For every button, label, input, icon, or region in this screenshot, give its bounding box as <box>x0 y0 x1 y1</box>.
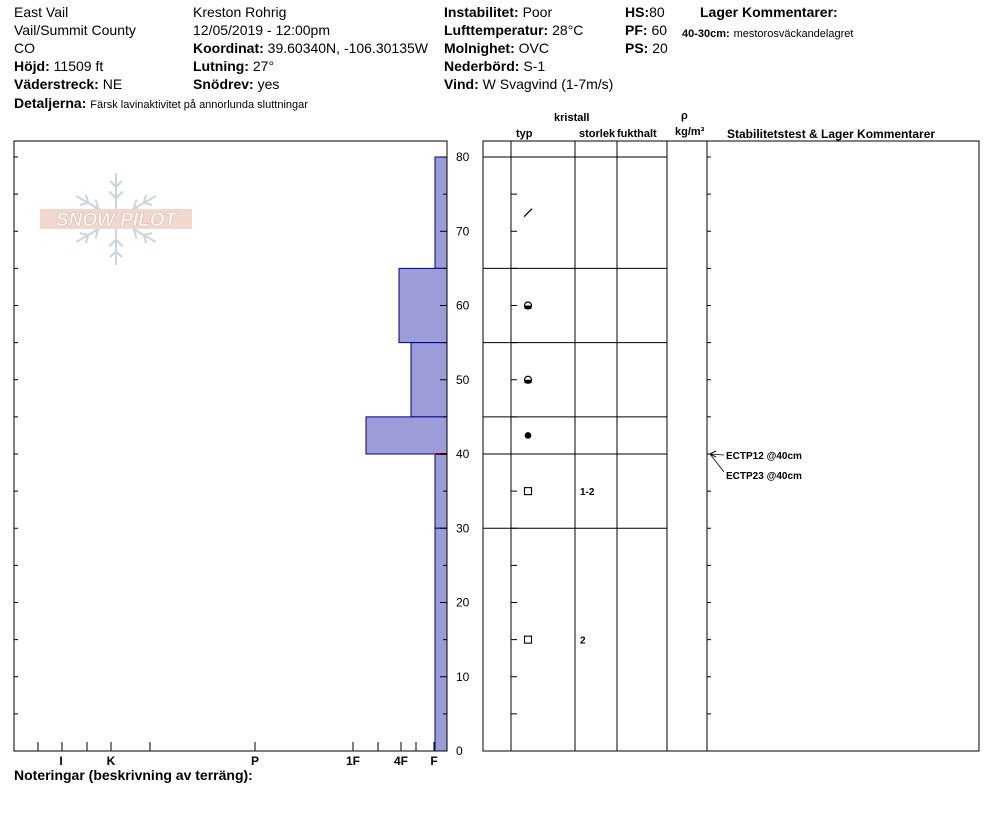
size-header: storlek <box>579 128 616 140</box>
hardness-category-label: F <box>430 754 438 768</box>
hardness-layer <box>435 157 447 268</box>
sky-label: Molnighet: <box>444 40 515 56</box>
region: Vail/Summit County <box>14 22 136 38</box>
logo-text: SNOW PILOT <box>55 210 177 231</box>
moisture-header: fukthalt <box>617 128 657 140</box>
hardness-category-label: I <box>59 754 63 768</box>
wind-label: Vind: <box>444 76 479 92</box>
air-temp-label: Lufttemperatur: <box>444 22 549 38</box>
hardness-category-label: K <box>106 754 116 768</box>
decomposing-icon <box>524 209 532 217</box>
test-pointer <box>710 454 724 472</box>
stability-test-label: ECTP12 @40cm <box>726 451 802 462</box>
stability-header: Stabilitetstest & Lager Kommentarer <box>727 127 936 141</box>
height-tick-label: 20 <box>456 595 470 610</box>
hardness-layer <box>366 417 447 454</box>
aspect-value: NE <box>102 76 123 92</box>
hardness-category-label: 4F <box>393 754 409 768</box>
slope-value: 27° <box>252 58 275 74</box>
notes-label: Noteringar (beskrivning av terräng): <box>14 767 253 783</box>
faceted-icon <box>525 488 532 495</box>
layer-table-frame <box>483 141 979 751</box>
instability-label: Instabilitet: <box>444 4 519 20</box>
ps-value: 20 <box>652 40 668 56</box>
stability-tests <box>710 451 802 482</box>
snowflake-branch <box>116 240 123 247</box>
crystal-symbols <box>524 209 595 647</box>
sky-value: OVC <box>518 40 549 56</box>
height-tick-label: 40 <box>456 447 470 461</box>
table-frame <box>483 141 979 751</box>
snowflake-branch <box>80 233 88 235</box>
height-tick-label: 10 <box>456 669 470 684</box>
height-tick-label: 30 <box>456 521 470 536</box>
details-value: Färsk lavinaktivitet på annorlunda sluttningar <box>90 99 308 111</box>
coordinate-label: Koordinat: <box>193 40 264 56</box>
pf-label: PF: <box>625 22 648 38</box>
state: CO <box>14 40 35 56</box>
rho-header: ρ <box>681 110 688 122</box>
hardness-category-label: P <box>250 754 260 768</box>
precip-value: S-1 <box>523 58 546 74</box>
precip-label: Nederbörd: <box>444 58 520 74</box>
hs-label: HS: <box>625 4 650 20</box>
crystal-header: kristall <box>554 112 590 124</box>
snowpilot-logo <box>40 173 192 265</box>
hardness-category-label: 1F <box>345 754 361 768</box>
layer-comment-depth: 40-30cm: <box>682 28 730 40</box>
elevation-value: 11509 ft <box>53 58 104 74</box>
air-temp-value: 28°C <box>552 22 584 38</box>
type-header: typ <box>516 128 533 140</box>
faceted-icon <box>525 636 532 643</box>
pf-value: 60 <box>651 22 668 38</box>
height-tick-label: 50 <box>456 372 470 387</box>
rounded-icon <box>525 432 532 439</box>
hs-value: 80 <box>649 4 665 20</box>
hardness-layer <box>399 268 447 342</box>
snowflake-branch <box>144 233 152 235</box>
wind-value: W Svagvind (1-7m/s) <box>482 76 614 92</box>
snowflake-branch <box>116 192 123 199</box>
hardness-layers <box>366 157 447 751</box>
snowflake-branch <box>144 203 152 205</box>
layer-comments-title: Lager Kommentarer: <box>700 4 838 20</box>
wind-loading-value: yes <box>257 76 280 92</box>
rounded-faceted-fill <box>525 306 532 310</box>
elevation-label: Höjd: <box>14 58 50 74</box>
rounded-faceted-fill <box>525 380 532 384</box>
height-tick-label: 0 <box>456 744 463 758</box>
crystal-size-label: 1-2 <box>580 487 595 499</box>
height-tick-label: 60 <box>456 298 470 313</box>
ps-label: PS: <box>625 40 649 56</box>
snowflake-branch <box>109 192 116 199</box>
slope-label: Lutning: <box>193 58 249 74</box>
datetime: 12/05/2019 - 12:00pm <box>193 22 330 38</box>
details-label: Detaljerna: <box>14 95 87 111</box>
height-tick-label: 80 <box>456 150 470 164</box>
snowflake-branch <box>109 240 116 247</box>
coordinate-value: 39.60340N, -106.30135W <box>267 40 428 56</box>
density-unit-header: kg/m³ <box>675 126 705 138</box>
instability-value: Poor <box>522 4 553 20</box>
stability-test-label: ECTP23 @40cm <box>726 471 802 482</box>
location: East Vail <box>14 4 69 20</box>
wind-loading-label: Snödrev: <box>193 76 254 92</box>
crystal-size-label: 2 <box>580 635 586 647</box>
observer: Kreston Rohrig <box>193 4 287 20</box>
layer-comment-text: mestorosväckandelagret <box>733 28 854 40</box>
height-tick-label: 70 <box>456 224 470 239</box>
aspect-label: Väderstreck: <box>14 76 99 92</box>
snowflake-branch <box>80 203 88 205</box>
